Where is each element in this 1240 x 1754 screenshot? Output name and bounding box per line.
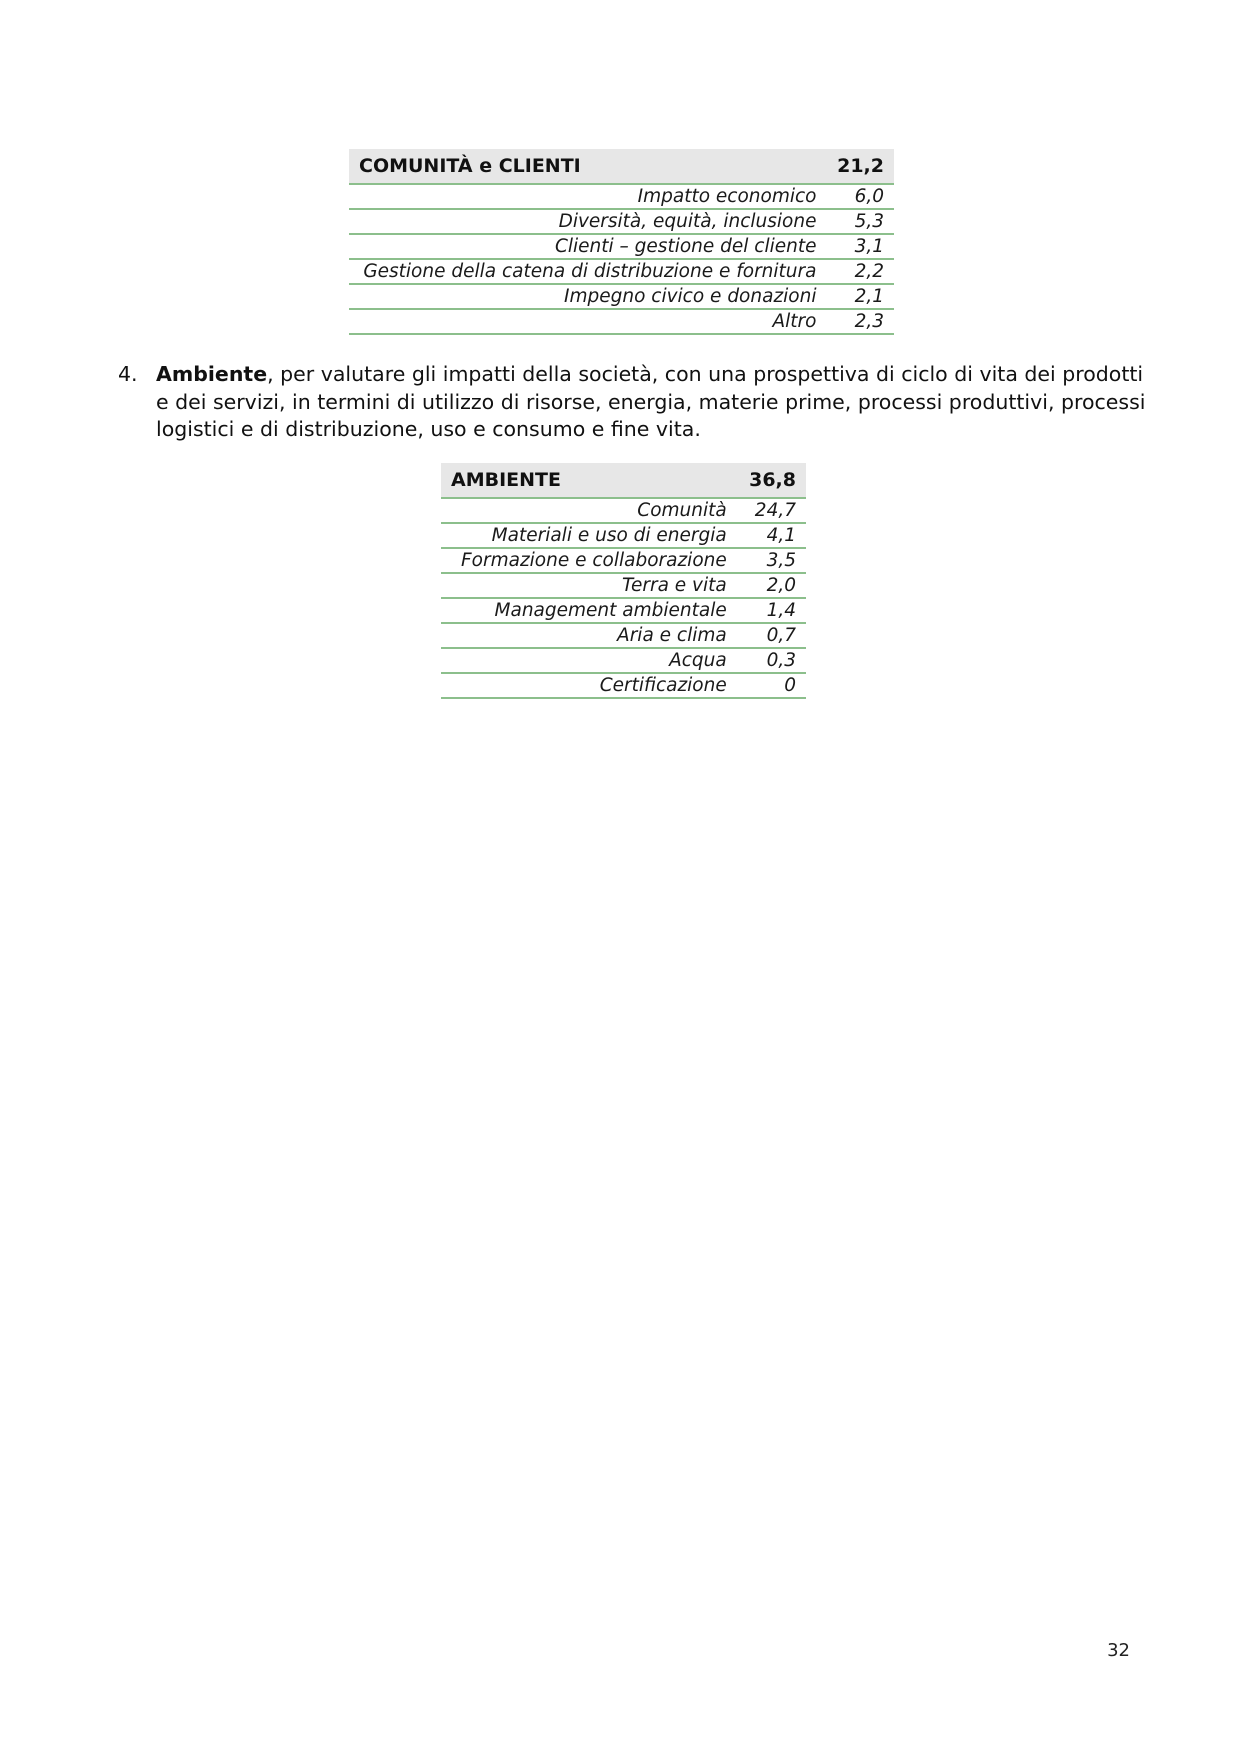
table-row (441, 523, 806, 548)
table-title: COMUNITÀ e CLIENTI (349, 149, 826, 184)
row-value: 2,3 (826, 309, 894, 334)
table-row (441, 498, 806, 523)
ambiente-table (441, 463, 806, 699)
table-row (441, 648, 806, 673)
row-label: Management ambientale (441, 598, 737, 623)
row-label: Materiali e uso di energia (441, 523, 737, 548)
table-row (441, 598, 806, 623)
table-row (349, 259, 894, 284)
comunita-clienti-table (349, 149, 894, 335)
table-row (349, 284, 894, 309)
row-value: 1,4 (737, 598, 806, 623)
row-value: 5,3 (826, 209, 894, 234)
row-value: 6,0 (826, 184, 894, 209)
row-value: 3,1 (826, 234, 894, 259)
row-value: 0 (737, 673, 806, 698)
table-row (441, 673, 806, 698)
row-value: 2,0 (737, 573, 806, 598)
table-total: 36,8 (737, 463, 806, 498)
table-row (441, 573, 806, 598)
row-label: Clienti – gestione del cliente (349, 234, 826, 259)
row-label: Impegno civico e donazioni (349, 284, 826, 309)
row-value: 0,3 (737, 648, 806, 673)
row-label: Impatto economico (349, 184, 826, 209)
row-label: Certificazione (441, 673, 737, 698)
list-text: , per valutare gli impatti della società, con una prospettiva di ciclo di vita dei prodotti e dei servizi, in termini di utilizzo di risorse, energia, materie prime, processi produttivi, processi logistici e di distribuzione, uso e consumo e fine vita. (156, 362, 1146, 441)
row-value: 2,2 (826, 259, 894, 284)
table-row (349, 309, 894, 334)
table-total: 21,2 (826, 149, 894, 184)
table-title: AMBIENTE (441, 463, 737, 498)
row-label: Aria e clima (441, 623, 737, 648)
row-label: Acqua (441, 648, 737, 673)
table-header-row (349, 149, 894, 184)
list-term: Ambiente (156, 362, 268, 386)
row-label: Diversità, equità, inclusione (349, 209, 826, 234)
table-row (349, 209, 894, 234)
row-label: Terra e vita (441, 573, 737, 598)
row-label: Formazione e collaborazione (441, 548, 737, 573)
table-row (441, 623, 806, 648)
row-label: Gestione della catena di distribuzione e fornitura (349, 259, 826, 284)
row-value: 0,7 (737, 623, 806, 648)
table-row (349, 184, 894, 209)
table-header-row (441, 463, 806, 498)
list-body (156, 361, 1156, 444)
row-value: 2,1 (826, 284, 894, 309)
row-value: 24,7 (737, 498, 806, 523)
table-row (349, 234, 894, 259)
row-value: 3,5 (737, 548, 806, 573)
table-row (441, 548, 806, 573)
list-number: 4. (118, 362, 138, 386)
row-label: Comunità (441, 498, 737, 523)
page-number: 32 (1107, 1640, 1130, 1661)
row-value: 4,1 (737, 523, 806, 548)
row-label: Altro (349, 309, 826, 334)
